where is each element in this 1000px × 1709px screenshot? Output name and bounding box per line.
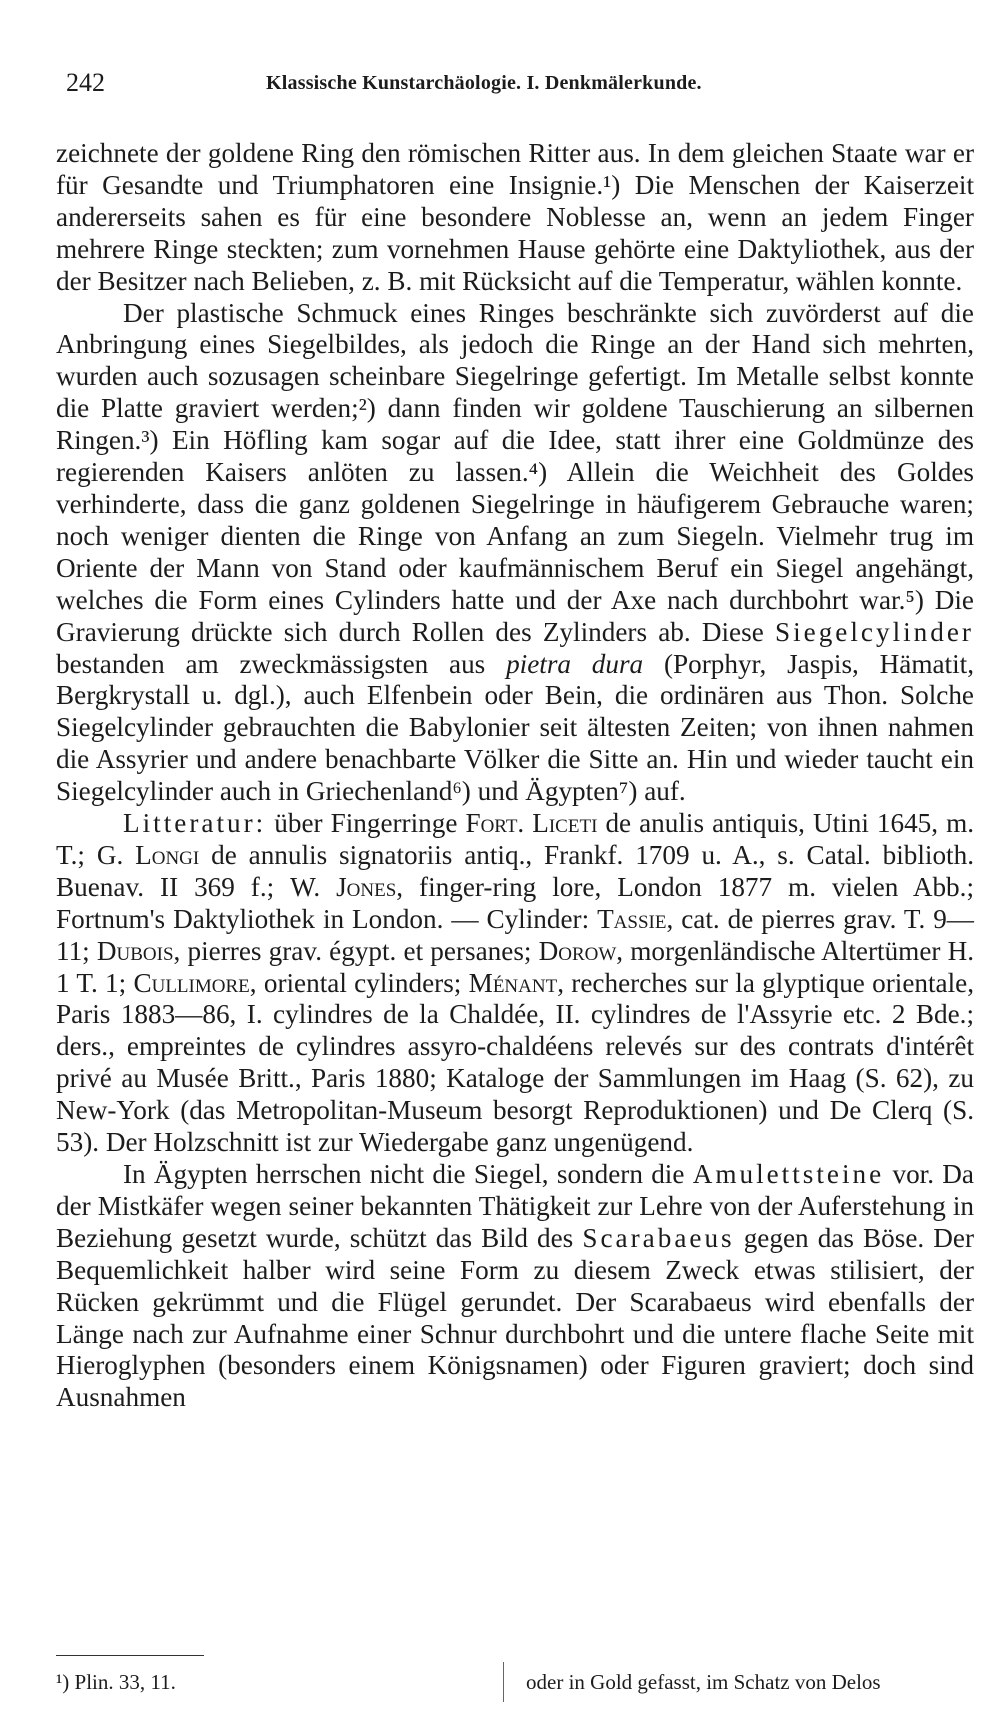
literature-text-f: finger-ring lore, London 1877 m. vielen Abb.; Fortnum's Daktyliothek in London. — Cylinder: xyxy=(56,871,974,934)
paragraph-2-text-c: (Porphyr, Jaspis, Hämatit, Bergkrystall u. dgl.), auch Elfenbein oder Bein, die ordinären aus Thon. Solche Siegelcylinder gebrauchten die Babylonier seit ältesten Zeiten; von ihnen nahmen die Assyrier und andere benachbarte Völker die Sitte an. Hin und wieder taucht ein Siegelcylinder auch in Griechenland⁶) und Ägypten⁷) auf. xyxy=(56,648,975,807)
author-fort-liceti: Fort. Liceti xyxy=(465,808,598,839)
author-cullimore: Cullimore, xyxy=(133,967,257,998)
literature-text-j: pierres grav. égypt. et persanes; xyxy=(187,935,532,966)
paragraph-3-text-b: vor. Da der Mistkäfer wegen seiner bekannten Thätigkeit zur Lehre von der Auferstehung in Beziehung gesetzt wurde, schützt das Bild des xyxy=(56,1159,974,1253)
literature-topic: über Fingerringe xyxy=(274,808,458,839)
paragraph-1 xyxy=(56,138,974,298)
author-longi: G. Longi xyxy=(96,839,200,870)
paragraph-2-text-a: Der plastische Schmuck eines Ringes beschränkte sich zuvörderst auf die Anbringung eines Siegelbildes, als jedoch die Ringe an der Hand sich mehrten, wurden auch sozusagen scheinbare Siegelringe gefertigt. Im Metalle selbst konnte die Platte graviert werden;²) dann finden wir goldene Tauschierung an silbernen Ringen.³) Ein Höfling kam sogar auf die Idee, statt ihrer eine Goldmünze des regierenden Kaisers anlöten zu lassen.⁴) Allein die Weichheit des Goldes verhinderte, dass die ganz goldenen Siegelringe in häufigerem Gebrauche waren; noch weniger dienten die Ringe von Anfang an zum Siegeln. Vielmehr trug im Oriente der Mann von Stand oder kaufmännischem Beruf ein Siegel angehängt, welches die Form eines Cylinders hatte und der Axe nach durchbohrt war.⁵) Die Gravierung drückte sich durch Rollen des Zylinders ab. Diese xyxy=(56,297,974,647)
emphasis-siegelcylinder: Siegelcylinder xyxy=(774,616,974,647)
main-text xyxy=(56,138,974,1414)
paragraph-2 xyxy=(56,298,974,809)
author-dorow: Dorow, xyxy=(538,935,624,966)
page-header xyxy=(66,68,966,108)
running-title: Klassische Kunstarchäologie. I. Denkmälerkunde. xyxy=(266,72,702,94)
footnotes xyxy=(56,1670,974,1700)
document-page xyxy=(48,0,978,1709)
literature-text-b: de anulis antiquis, Utini 1645, m. T.; xyxy=(56,808,975,870)
author-dubois: Dubois, xyxy=(96,935,181,966)
literature-block xyxy=(56,808,974,1159)
page-number: 242 xyxy=(66,68,105,97)
footnote-column-right: oder in Gold gefasst, im Schatz von Delos xyxy=(526,1670,881,1694)
emphasis-pietra-dura: pietra dura xyxy=(506,648,644,679)
literature-text-l: morgenländische Altertümer H. 1 T. 1; xyxy=(56,935,975,998)
paragraph-2-text-b: bestanden am zweckmässigsten aus xyxy=(56,648,486,679)
literature-text-h: cat. de pierres grav. T. 9—11; xyxy=(56,903,974,966)
paragraph-3-text-a: In Ägypten herrschen nicht die Siegel, sondern die xyxy=(123,1159,685,1189)
literature-text-d: de annulis signatoriis antiq., Frankf. 1709 u. A., s. Catal. biblioth. Buenav. II 369 f.; xyxy=(56,839,974,902)
paragraph-1-text: zeichnete der goldene Ring den römischen Ritter aus. In dem gleichen Staate war er für Gesandte und Triumphatoren eine Insignie.¹) Die Menschen der Kaiserzeit andererseits sahen es für eine besondere Noblesse an, wenn an jedem Finger mehrere Ringe steckten; zum vornehmen Hause gehörte eine Daktyliothek, aus der der Besitzer nach Belieben, z. B. mit Rücksicht auf die Temperatur, wählen konnte. xyxy=(56,138,974,296)
author-menant: Ménant, xyxy=(468,967,565,998)
author-tassie: Tassie, xyxy=(597,903,674,934)
footnote-rule xyxy=(56,1655,204,1656)
emphasis-scarabaeus: Scarabaeus xyxy=(582,1222,735,1253)
author-jones: W. Jones, xyxy=(290,871,404,902)
literature-text-p: recherches sur la glyptique orientale, Paris 1883—86, I. cylindres de la Chaldée, II. cylindres de l'Assyrie etc. 2 Bde.; ders., empreintes de cylindres assyro-chaldéens relevés sur des contrats d'intérêt privé au Musée Britt., Paris 1880; Kataloge der Sammlungen im Haag (S. 62), zu New-York (das Metropolitan-Museum besorgt Reproduktionen) und De Clerq (S. 53). Der Holzschnitt ist zur Wiedergabe ganz ungenügend. xyxy=(56,967,975,1158)
literature-text-n: oriental cylinders; xyxy=(263,967,462,998)
emphasis-amulettsteine: Amulettsteine xyxy=(692,1159,885,1189)
footnote-column-left: ¹) Plin. 33, 11. xyxy=(56,1670,176,1694)
paragraph-3-text-c: gegen das Böse. Der Bequemlichkeit halber wird seine Form zu diesem Zweck etwas stilisiert, der Rücken gekrümmt und die Flügel gerundet. Der Scarabaeus wird ebenfalls der Länge nach zur Aufnahme einer Schnur durchbohrt und die untere flache Seite mit Hieroglyphen (besonders einem Königsnamen) oder Figuren graviert; doch sind Ausnahmen xyxy=(56,1222,975,1413)
literature-label: Litteratur: xyxy=(123,808,267,839)
paragraph-3 xyxy=(56,1159,974,1414)
